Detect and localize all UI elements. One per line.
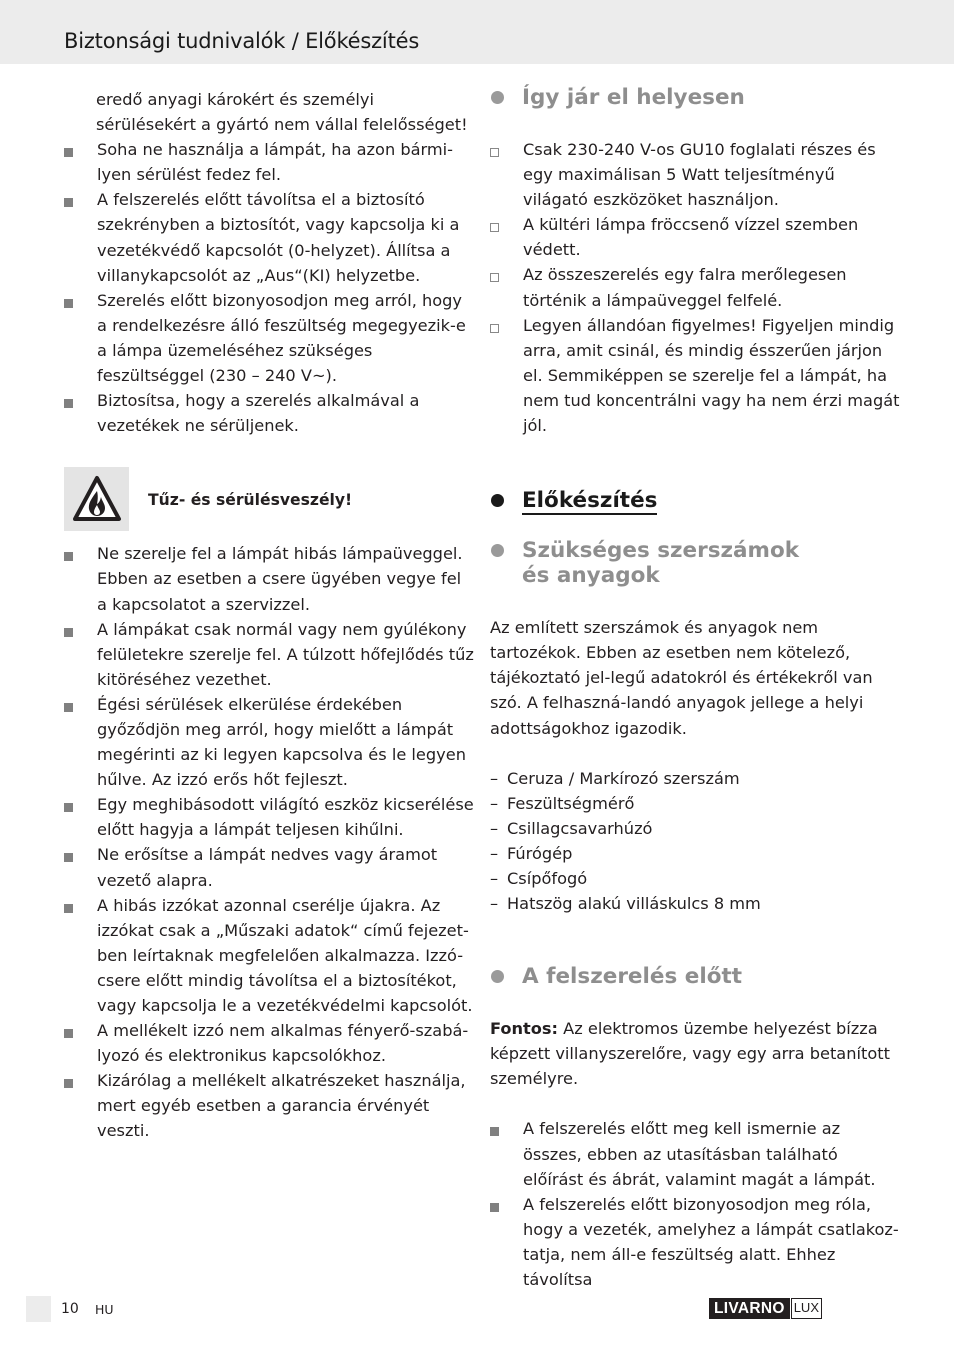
brand-logo — [709, 1298, 822, 1319]
list-item: A lámpákat csak normál vagy nem gyúlékony felületekre szerelje fel. A túlzott hőfejlődés tűz kitöréséhez vezethet. — [64, 617, 474, 692]
section-heading-correct: Így jár el helyesen — [490, 85, 900, 110]
checklist-item: A kültéri lámpa fröccsenő vízzel szemben védett. — [490, 212, 900, 262]
important-text: Az elektromos üzembe helyezést bízza képzett villanyszerelőre, vagy egy arra betanított személyre. — [490, 1019, 890, 1089]
tool-item: – Csillagcsavarhúzó — [490, 816, 900, 841]
list-item: Ne szerelje fel a lámpát hibás lámpaüveggel. Ebben az esetben a csere ügyében vegye fel a kapcsolatot a szervizzel. — [64, 541, 474, 616]
list-item: Ne erősítse a lámpát nedves vagy áramot vezető alapra. — [64, 842, 474, 892]
section-heading-before: A felszerelés előtt — [490, 964, 900, 989]
tool-item: – Fúrógép — [490, 841, 900, 866]
list-item: Égési sérülések elkerülése érdekében győződjön meg arról, hogy mielőtt a lámpát megérinti az ki legyen kapcsolva és le legyen hűlve. Az izzó erős hőt fejleszt. — [64, 692, 474, 792]
list-item: Biztosítsa, hogy a szerelés alkalmával a vezetékek ne sérüljenek. — [64, 388, 474, 438]
language-code: HU — [95, 1302, 114, 1317]
page-header — [0, 0, 954, 64]
important-label: Fontos: — [490, 1019, 559, 1039]
list-item: A mellékelt izzó nem alkalmas fényerő-szabá-lyozó és elektronikus kapcsolókhoz. — [64, 1018, 474, 1068]
list-item: A felszerelés előtt bizonyosodjon meg róla, hogy a vezeték, amelyhez a lámpát csatlakoz-tatja, nem áll-e feszültség alatt. Ehhez távolítsa — [490, 1192, 900, 1292]
warning-box — [64, 467, 474, 531]
list-item: A hibás izzókat azonnal cserélje újakra. Az izzókat csak a „Műszaki adatok“ című fejezet-ben leírtaknak megfelelően alkalmazza. Izzó-csere előtt mindig távolítsa el a biztosítékot, vagy kapcsolja le a vezetékvédelmi kapcsolót. — [64, 893, 474, 1018]
checklist-item: Az összeszerelés egy falra merőlegesen történik a lámpaüveggel felfelé. — [490, 262, 900, 312]
section-heading-prep — [490, 488, 900, 513]
intro-text: eredő anyagi károkért és személyi sérülésekért a gyártó nem vállal felelősséget! — [96, 90, 468, 135]
list-item: A felszerelés előtt meg kell ismernie az összes, ebben az utasításban található előírást és ábrát, valamint magát a lámpát. — [490, 1116, 900, 1191]
brand-logo-main: LIVARNO — [709, 1298, 790, 1319]
page-title: Biztonsági tudnivalók / Előkészítés — [64, 29, 420, 53]
tool-item: – Feszültségmérő — [490, 791, 900, 816]
tool-item: – Hatszög alakú villáskulcs 8 mm — [490, 891, 900, 916]
fire-warning-icon — [64, 467, 129, 531]
section-heading-prep-text: Előkészítés — [522, 488, 658, 514]
list-item: A felszerelés előtt távolítsa el a biztosító szekrényben a biztosítót, vagy kapcsolja ki a vezetékvédő kapcsolót (0-helyzet). Állítsa a villanykapcsolót az „Aus“(KI) helyzetbe. — [64, 187, 474, 287]
tool-item: – Ceruza / Markírozó szerszám — [490, 766, 900, 791]
list-item: Egy meghibásodott világító eszköz kicserélése előtt hagyja a lámpát teljesen kihűlni. — [64, 792, 474, 842]
section-heading-tools: Szükséges szerszámok és anyagok — [490, 538, 822, 588]
left-column — [64, 87, 474, 1144]
list-item: Kizárólag a mellékelt alkatrészeket használja, mert egyéb esetben a garancia érvényét veszti. — [64, 1068, 474, 1143]
checklist-item: Csak 230-240 V-os GU10 foglalati részes és egy maximálisan 5 Watt teljesítményű világató eszközöket használjon. — [490, 137, 900, 212]
warning-text: Tűz- és sérülésveszély! — [148, 491, 353, 510]
tool-item: – Csípőfogó — [490, 866, 900, 891]
list-item: Szerelés előtt bizonyosodjon meg arról, hogy a rendelkezésre álló feszültség megegyezik-e a lámpa üzemeléséhez szükséges feszültséggel (230 – 240 V~). — [64, 288, 474, 388]
important-note — [490, 1016, 900, 1091]
brand-logo-lux: LUX — [791, 1298, 822, 1319]
tools-text: Az említett szerszámok és anyagok nem tartozékok. Ebben az esetben nem kötelező, tájékoztató jel-legű adatokról és értékekről van szó. A felhaszná-landó anyagok jellege a helyi adottságokhoz igazodik. — [490, 618, 873, 738]
page-number: 10 — [61, 1301, 79, 1317]
checklist-item: Legyen állandóan figyelmes! Figyeljen mindig arra, amit csinál, és mindig ésszerűen járjon el. Semmiképpen se szerelje fel a lámpát, ha nem tud koncentrálni vagy ha nem érzi magát jól. — [490, 313, 900, 438]
list-item: Soha ne használja a lámpát, ha azon bármi-lyen sérülést fedez fel. — [64, 137, 474, 187]
page-footer — [0, 1290, 954, 1330]
right-column — [490, 85, 900, 1292]
page-marker — [26, 1296, 51, 1322]
